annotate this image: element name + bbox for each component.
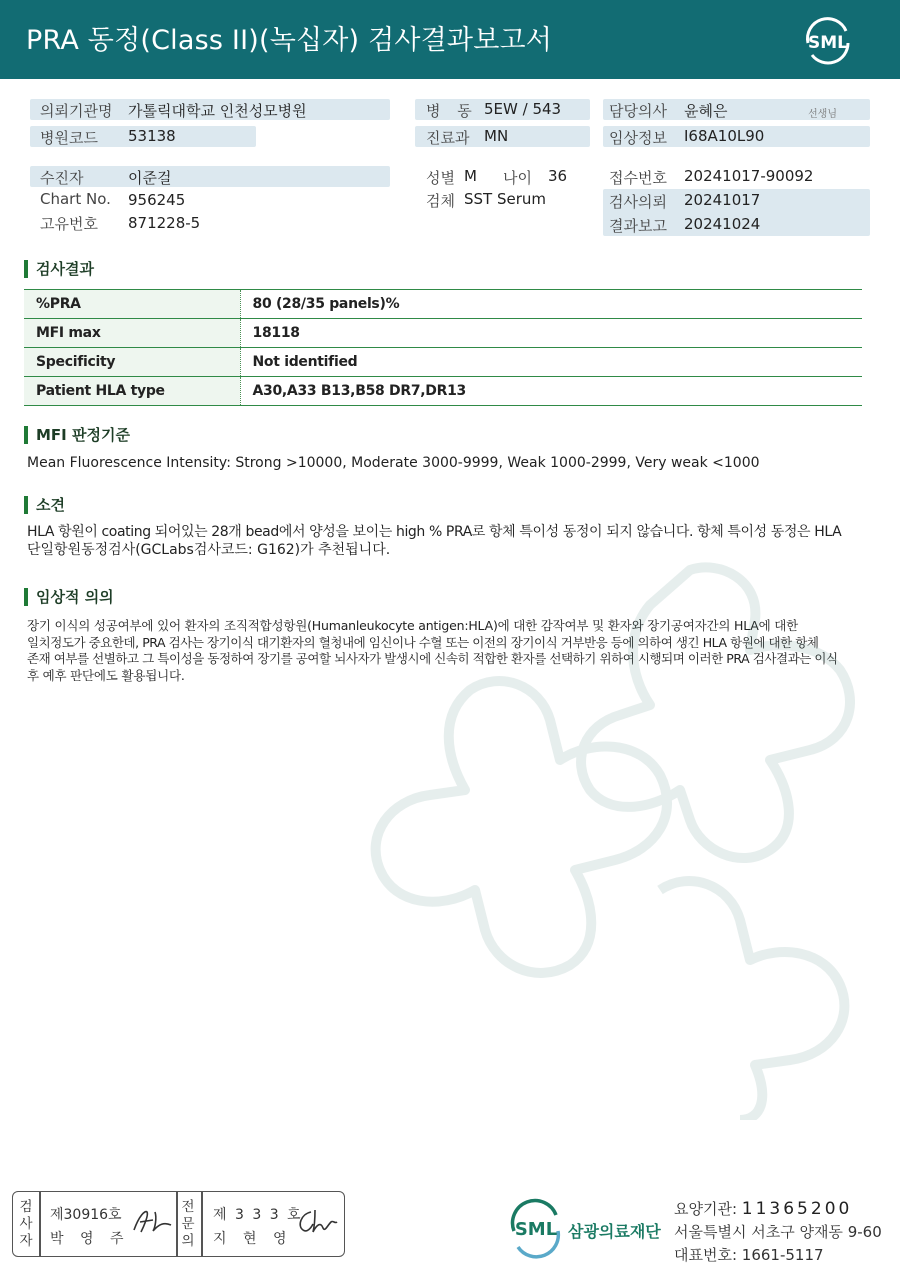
phone-value: 1661-5117: [741, 1246, 824, 1264]
clinical-heading: 임상적 의의: [24, 588, 114, 606]
doctor-value: 윤혜은: [684, 102, 728, 120]
org-code-label: 요양기관:: [674, 1200, 738, 1218]
report-value: 20241024: [684, 215, 761, 233]
specialist-signature-icon: [295, 1206, 339, 1236]
result-key: Specificity: [24, 348, 240, 377]
stamp-divider: [39, 1192, 41, 1256]
stamp-divider: [176, 1192, 178, 1256]
examiner-name: 박 영 주: [50, 1231, 130, 1247]
institution-value: 가톨릭대학교 인천성모병원: [128, 102, 307, 120]
opinion-heading: 소견: [24, 496, 65, 514]
dept-value: MN: [484, 127, 509, 145]
age-label: 나이: [503, 169, 532, 187]
stamp-divider: [201, 1192, 203, 1256]
phone-label: 대표번호:: [674, 1246, 738, 1264]
request-value: 20241017: [684, 191, 761, 209]
result-value: A30,A33 B13,B58 DR7,DR13: [240, 377, 862, 406]
examiner-label-text: 검사자: [19, 1199, 33, 1249]
result-key: %PRA: [24, 290, 240, 319]
result-value: 80 (28/35 panels)%: [240, 290, 862, 319]
doctor-suffix: 선생님: [808, 109, 837, 120]
results-heading: 검사결과: [24, 260, 94, 278]
ward-label: 병 동: [426, 102, 478, 120]
id-label: 고유번호: [40, 215, 98, 233]
mfi-text: Mean Fluorescence Intensity: Strong >10000, Moderate 3000-9999, Weak 1000-2999, Very weak <1000: [27, 455, 760, 471]
specialist-number: 제 3 3 3 호: [213, 1207, 303, 1223]
institution-label: 의뢰기관명: [40, 102, 113, 120]
doctor-label: 담당의사: [609, 102, 667, 120]
chart-label: Chart No.: [40, 190, 111, 208]
phone-line: [674, 1244, 824, 1265]
mfi-heading: MFI 판정기준: [24, 426, 130, 444]
receipt-value: 20241017-90092: [684, 167, 814, 185]
patient-label: 수진자: [40, 169, 84, 187]
request-label: 검사의뢰: [609, 193, 667, 211]
result-key: Patient HLA type: [24, 377, 240, 406]
examiner-number: 제30916호: [50, 1207, 122, 1223]
examiner-signature-icon: [131, 1206, 173, 1236]
patient-value: 이준걸: [128, 169, 172, 187]
opinion-line-1: HLA 항원이 coating 되어있는 28개 bead에서 양성을 보이는 high % PRA로 항체 특이성 동정이 되지 않습니다. 항체 특이성 동정은 HLA: [27, 524, 842, 540]
clinical-line-3: 존재 여부를 선별하고 그 특이성을 동정하여 장기를 공여할 뇌사자가 발생시에 신속히 적합한 환자를 선택하기 위하여 시행되며 이러한 PRA 검사결과는 이식: [27, 651, 838, 666]
table-row: [24, 319, 862, 348]
clinical-line-2: 일치정도가 중요한데, PRA 검사는 장기이식 대기환자의 혈청내에 임신이나 수혈 또는 이전의 장기이식 거부반응 등에 의하여 생긴 HLA 항원에 대한 항체: [27, 635, 819, 650]
specimen-label: 검체: [426, 192, 455, 210]
clinical-line-4: 후 예후 판단에도 활용됩니다.: [27, 668, 185, 683]
results-table: [24, 289, 862, 406]
sex-value: M: [464, 167, 477, 185]
result-value: 18118: [240, 319, 862, 348]
result-key: MFI max: [24, 319, 240, 348]
hospital-code-value: 53138: [128, 127, 176, 145]
patient-bar: [30, 166, 390, 187]
report-title: PRA 동정(Class II)(녹십자) 검사결과보고서: [26, 25, 553, 56]
sml-logo-icon: [800, 13, 856, 69]
table-row: [24, 377, 862, 406]
clinical-info-value: I68A10L90: [684, 127, 765, 145]
result-value: Not identified: [240, 348, 862, 377]
org-code-value: 11365200: [741, 1199, 853, 1219]
report-header: [0, 0, 900, 79]
examiner-label: [19, 1199, 35, 1250]
table-row: [24, 290, 862, 319]
dept-label: 진료과: [426, 129, 470, 147]
specimen-value: SST Serum: [464, 190, 547, 208]
sex-label: 성별: [426, 169, 455, 187]
org-code-line: [674, 1198, 852, 1219]
clinical-line-1: 장기 이식의 성공여부에 있어 환자의 조직적합성항원(Humanleukocyte antigen:HLA)에 대한 감작여부 및 환자와 장기공여자간의 HLA에 대한: [27, 618, 799, 633]
address: 서울특별시 서초구 양재동 9-60: [674, 1223, 882, 1241]
age-value: 36: [548, 167, 568, 185]
id-value: 871228-5: [128, 214, 201, 232]
signature-stamp: [12, 1191, 345, 1257]
hospital-code-label: 병원코드: [40, 129, 98, 147]
report-label: 결과보고: [609, 217, 667, 235]
table-row: [24, 348, 862, 377]
sml-footer-logo-icon: [506, 1197, 566, 1259]
opinion-line-2: 단일항원동정검사(GCLabs검사코드: G162)가 추천됩니다.: [27, 542, 391, 558]
sml-logo-text: SML: [808, 33, 848, 53]
specialist-label-text: 전문의: [181, 1199, 195, 1249]
foundation-name: 삼광의료재단: [568, 1222, 661, 1241]
ward-value: 5EW / 543: [484, 100, 562, 118]
specialist-label: [181, 1199, 197, 1250]
specialist-name: 지 현 영: [213, 1231, 293, 1247]
chart-value: 956245: [128, 191, 186, 209]
sml-footer-logo-text: SML: [514, 1219, 558, 1240]
receipt-label: 접수번호: [609, 169, 667, 187]
clinical-info-label: 임상정보: [609, 129, 667, 147]
